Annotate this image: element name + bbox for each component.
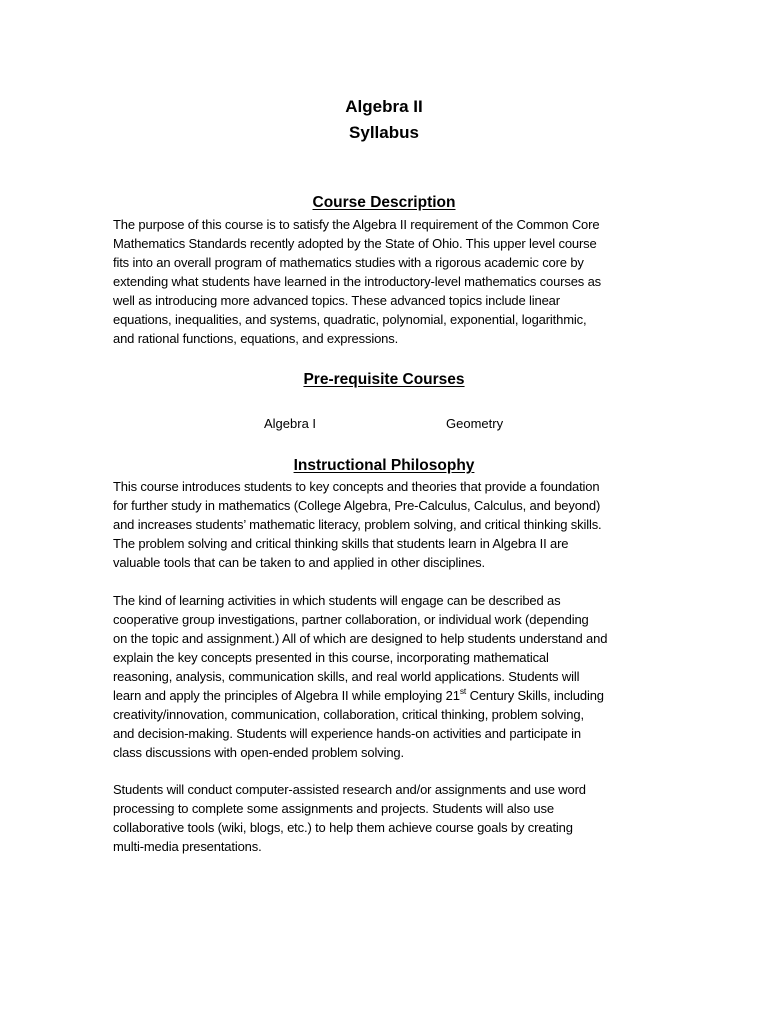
paragraph-line: well as introducing more advanced topics. These advanced topics include linear — [113, 293, 560, 308]
paragraph-line: multi-media presentations. — [113, 839, 262, 854]
paragraph-line: and increases students’ mathematic literacy, problem solving, and critical thinking skills. — [113, 517, 602, 532]
paragraph-line: class discussions with open-ended problem solving. — [113, 745, 404, 760]
document-subtitle: Syllabus — [349, 123, 419, 142]
paragraph-line: fits into an overall program of mathematics studies with a rigorous academic core by — [113, 255, 584, 270]
course-description-heading-text: Course Description — [312, 194, 456, 211]
course-description-paragraph — [113, 215, 673, 348]
prerequisites-heading-text: Pre-requisite Courses — [303, 371, 465, 388]
paragraph-line: cooperative group investigations, partner collaboration, or individual work (depending — [113, 612, 589, 627]
paragraph-line-with-superscript — [113, 686, 673, 705]
document-title-block — [0, 94, 768, 146]
paragraph-line: reasoning, analysis, communication skills, and real world applications. Students will — [113, 669, 580, 684]
paragraph-line: processing to complete some assignments and projects. Students will also use — [113, 801, 554, 816]
paragraph-line: equations, inequalities, and systems, quadratic, polynomial, exponential, logarithmic, — [113, 312, 587, 327]
paragraph-line: and decision-making. Students will experience hands-on activities and participate in — [113, 726, 581, 741]
paragraph-line: Mathematics Standards recently adopted by the State of Ohio. This upper level course — [113, 236, 597, 251]
ordinal-superscript: st — [459, 685, 467, 696]
paragraph-line: collaborative tools (wiki, blogs, etc.) to help them achieve course goals by creating — [113, 820, 573, 835]
paragraph-line: valuable tools that can be taken to and applied in other disciplines. — [113, 555, 485, 570]
prerequisite-course-algebra-i: Algebra I — [264, 416, 317, 431]
prerequisites-heading — [0, 370, 768, 390]
line-text-before: learn and apply the principles of Algebra II while employing 21 — [113, 688, 460, 703]
paragraph-line: The kind of learning activities in which students will engage can be described as — [113, 593, 561, 608]
philosophy-paragraph-1 — [113, 477, 673, 572]
paragraph-line: explain the key concepts presented in this course, incorporating mathematical — [113, 650, 549, 665]
paragraph-line: The purpose of this course is to satisfy the Algebra II requirement of the Common Core — [113, 217, 600, 232]
paragraph-line: creativity/innovation, communication, collaboration, critical thinking, problem solving, — [113, 707, 584, 722]
paragraph-line: extending what students have learned in the introductory-level mathematics courses as — [113, 274, 602, 289]
line-text-after: Century Skills, including — [466, 688, 604, 703]
paragraph-line: The problem solving and critical thinking skills that students learn in Algebra II are — [113, 536, 569, 551]
document-title: Algebra II — [345, 97, 423, 116]
paragraph-line: Students will conduct computer-assisted research and/or assignments and use word — [113, 782, 586, 797]
course-description-heading — [0, 193, 768, 213]
paragraph-line: and rational functions, equations, and expressions. — [113, 331, 399, 346]
instructional-philosophy-heading-text: Instructional Philosophy — [293, 457, 475, 474]
instructional-philosophy-heading — [0, 456, 768, 476]
paragraph-line: for further study in mathematics (College Algebra, Pre-Calculus, Calculus, and beyond) — [113, 498, 601, 513]
philosophy-paragraph-3 — [113, 780, 673, 856]
philosophy-paragraph-2 — [113, 591, 673, 762]
paragraph-line: on the topic and assignment.) All of which are designed to help students understand and — [113, 631, 608, 646]
paragraph-line: This course introduces students to key concepts and theories that provide a foundation — [113, 479, 600, 494]
prerequisite-course-geometry: Geometry — [446, 416, 504, 431]
